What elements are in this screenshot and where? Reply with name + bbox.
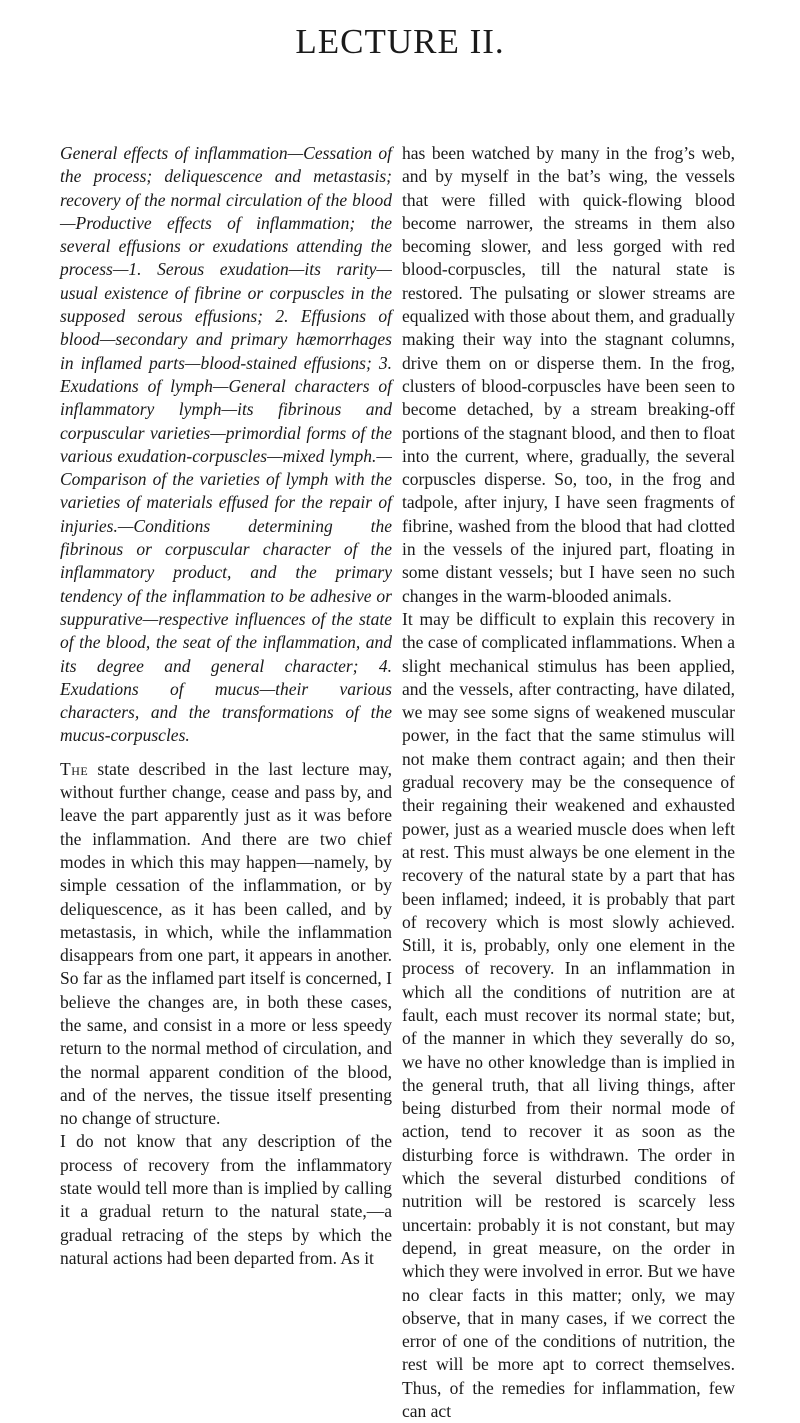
paragraph-1 (60, 758, 392, 1131)
paragraph-2: I do not know that any description of the process of recovery from the inflammatory state would tell more than is implied by calling it a gradual return to the natural state,—a gradual retracing of the steps by which the natural actions had been departed from. As it (60, 1131, 392, 1268)
paragraph-2-continued: has been watched by many in the frog’s web, and by myself in the bat’s wing, the vessels that were filled with quick-flowing blood become narrower, the streams in them also becoming slower, and less gorged with red blood-corpuscles, till the natural state is restored. The pulsating or slower streams are equalized with those about them, and gradually making their way into the stagnant columns, drive them on or disperse them. In the frog, clusters of blood-corpuscles have been seen to become detached, by a stream breaking-off portions of the stagnant blood, and then to float into the current, where, gradually, the several corpuscles disperse. So, too, in the frog and tadpole, after injury, I have seen fragments of fibrine, washed from the blood that had clotted in the vessels of the injured part, floating in some distant vessels; but I have seen no such changes in the warm-blooded animals. (402, 143, 735, 606)
chapter-summary: General effects of inflammation—Cessation of the process; deliquescence and metastasis; recovery of the normal circulation of the blood—Productive effects of inflammation; the several effusions or exudations attending the process—1. Serous exudation—its rarity—usual existence of fibrine or corpuscles in the supposed serous effusions; 2. Effusions of blood—secondary and primary hæmorrhages in inflamed parts—blood-stained effusions; 3. Exudations of lymph—General characters of inflammatory lymph—its fibrinous and corpuscular varieties—primordial forms of the various exudation-corpuscles—mixed lymph.—Comparison of the varieties of lymph with the varieties of materials effused for the repair of injuries.—Conditions determining the fibrinous or corpuscular character of the inflammatory product, and the primary tendency of the inflammation to be adhesive or suppurative—respective influences of the state of the blood, the seat of the inflammation, and its degree and general character; 4. Exudations of mucus—their various characters, and the transformations of the mucus-corpuscles. (60, 143, 392, 746)
paragraph-1-lead: The (60, 758, 89, 779)
paragraph-3: It may be difficult to explain this recovery in the case of complicated inflammations. When a slight mechanical stimulus has been applied, and the vessels, after contracting, have dilated, we may see some signs of weakened muscular power, in the fact that the same stimulus will not make them contract again; and then their gradual recovery may be the consequence of their regaining their weakened and exhausted power, just as a wearied muscle does when left at rest. This must always be one element in the recovery of the natural state by a part that has been inflamed; indeed, it is probably that part of recovery which is most slowly achieved. Still, it is, probably, only one element in the process of recovery. In an inflammation in which all the conditions of nutrition are at fault, each must recover its normal state; but, of the manner in which they severally do so, we have no other knowledge than is implied in the general truth, that all living things, after being disturbed from their normal mode of action, tend to recover it as soon as the disturbing force is withdrawn. The order in which the several disturbed conditions of nutrition will be restored is scarcely less uncertain: probably it is not constant, but may depend, in great measure, on the order in which they were involved in error. But we have no clear facts in this matter; only, we may observe, that in many cases, if we correct the error of one of the conditions of nutrition, the rest will be more apt to correct themselves. Thus, of the remedies for inflammation, few can act (402, 608, 735, 1422)
right-column (402, 142, 735, 1423)
page-title: LECTURE II. (295, 22, 505, 61)
left-column (60, 142, 392, 1270)
paragraph-1-text: state described in the last lecture may, without further change, cease and pass by, and leave the part apparently just as it was before the inflammation. And there are two chief modes in which this may happen—namely, by simple cessation of the inflammation, or by deliquescence, as it has been called, and by metastasis, in which, while the inflammation disappears from one part, it appears in another. So far as the inflamed part itself is concerned, I believe the changes are, in both these cases, the same, and consist in a more or less speedy return to the normal method of circulation, and the normal apparent condition of the blood, and of the nerves, the tissue itself presenting no change of structure. (60, 758, 392, 1129)
